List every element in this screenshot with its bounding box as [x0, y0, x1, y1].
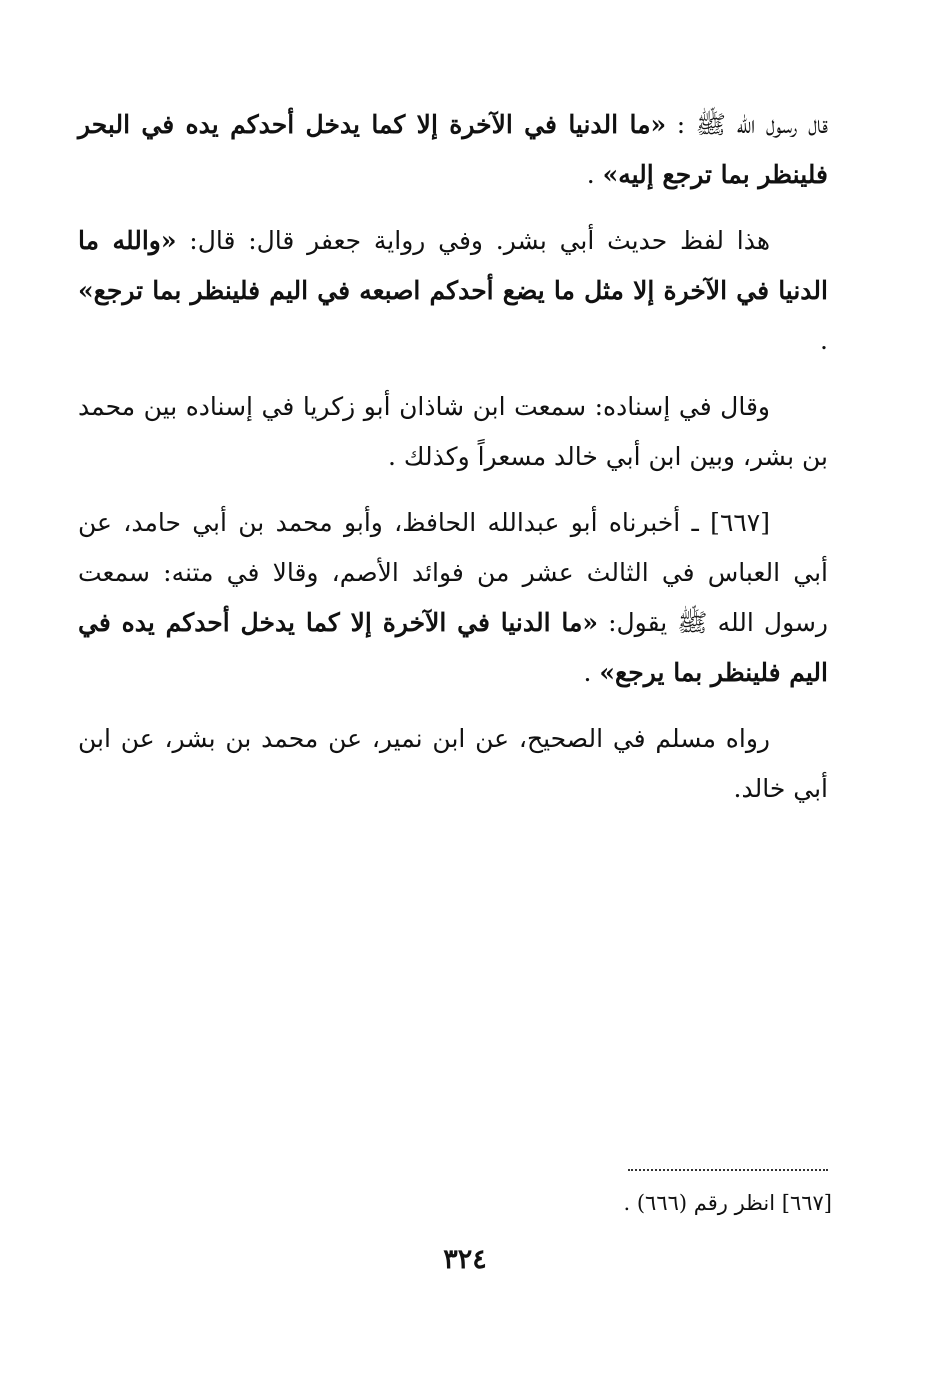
paragraph-2-intro: هذا لفظ حديث أبي بشر. وفي رواية جعفر قال: قال:	[176, 226, 770, 255]
page-number: ٣٢٤	[443, 1244, 487, 1275]
footnote: [٦٦٧] انظر رقم (٦٦٦) .	[623, 1191, 832, 1215]
paragraph-1-end: .	[586, 160, 603, 189]
paragraph-3	[78, 382, 828, 482]
paragraph-4-intro: [٦٦٧] ـ أخبرناه أبو عبدالله الحافظ، وأبو محمد بن أبي حامد، عن أبي العباس في الثالث عشر من فوائد الأصم، وقالا في متنه: سمعت رسول الله ﷺ يقول:	[78, 508, 828, 637]
paragraph-1-intro: قال رسول الله ﷺ :	[666, 110, 828, 139]
paragraph-1	[78, 100, 828, 200]
footnote-separator	[628, 1169, 828, 1171]
paragraph-3-text: وقال في إسناده: سمعت ابن شاذان أبو زكريا في إسناده بين محمد بن بشر، وبين ابن أبي خالد مسعراً وكذلك .	[78, 392, 828, 471]
paragraph-4	[78, 498, 828, 698]
paragraph-1-hadith-quote: «ما الدنيا في الآخرة إلا كما يدخل أحدكم يده في البحر فلينظر بما ترجع إليه»	[78, 110, 828, 189]
paragraph-2-hadith-quote: «والله ما الدنيا في الآخرة إلا مثل ما يضع أحدكم اصبعه في اليم فلينظر بما ترجع»	[78, 226, 828, 305]
paragraph-5-text: رواه مسلم في الصحيح، عن ابن نمير، عن محمد بن بشر، عن ابن أبي خالد.	[78, 724, 828, 803]
paragraph-2	[78, 216, 828, 366]
paragraph-4-end: .	[583, 658, 600, 687]
paragraph-5	[78, 714, 828, 814]
paragraph-2-end: .	[820, 326, 828, 355]
paragraph-4-hadith-quote: «ما الدنيا في الآخرة إلا كما يدخل أحدكم يده في اليم فلينظر بما يرجع»	[78, 608, 828, 687]
main-text	[78, 100, 828, 830]
